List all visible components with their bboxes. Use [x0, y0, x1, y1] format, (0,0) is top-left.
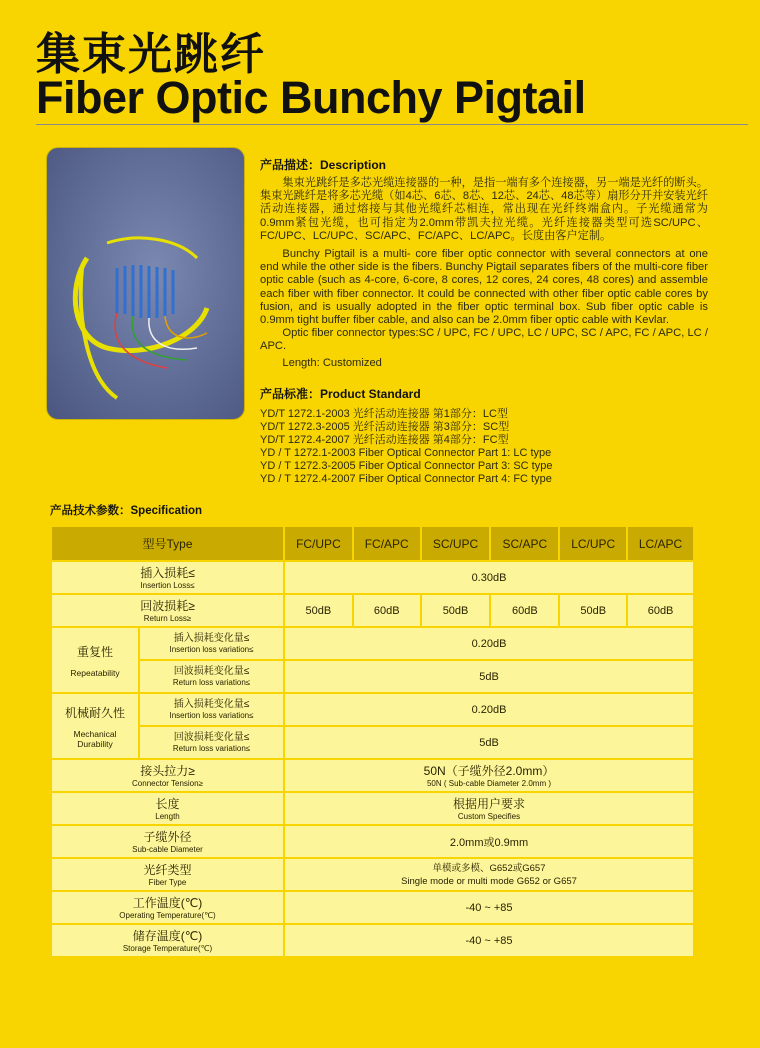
type-header: 型号Type	[52, 527, 283, 560]
description-en: Bunchy Pigtail is a multi- core fiber optic connector with several connectors at one end while the other side is the fibers. Bunchy Pigtail separates fibers of the multi-core fiber optic cable (such as 4-core, 6-core, 8 cores, 12 cores, 24 cores, 48 cores) and assemble each fiber with fiber connector. It could be connected with other fiber optic cable cores by fusion, and is usually adopted in the fiber optic terminal box. Sub fiber optic cable is 0.9mm tight buffer fiber cable, and also can be 2.0mm fiber optic cable with Kevlar.	[260, 248, 708, 327]
length-note: Length: Customized	[282, 356, 382, 369]
description-text	[260, 177, 708, 370]
row-value: 60dB	[491, 595, 558, 626]
type-col: FC/APC	[354, 527, 420, 560]
table-row	[52, 694, 693, 725]
group-label-en: Mechanical	[73, 728, 117, 739]
row-value: 根据用户要求	[452, 797, 525, 811]
description-cn: 集束光跳纤是多芯光缆连接器的一种，是指一端有多个连接器，另一端是光纤的断头。集束光跳纤是将多芯光缆（如4芯、6芯、8芯、12芯、24芯、48芯等）扇形分开并安装光纤活动连接器，通过熔接与其他光缆纤芯相连，常出现在光纤终端盒内。子光缆通常为0.9mm紧包光缆，也可指定为2.0mm带凯夫拉光缆。光纤连接器类型可选SC/UPC、FC/UPC、LC/UPC、SC/APC、FC/APC、LC/APC。长度由客户定制。	[260, 177, 708, 242]
row-label: 接头拉力≥	[140, 764, 195, 778]
spec-heading: 产品技术参数：Specification	[50, 505, 203, 517]
row-label: 长度	[155, 797, 180, 811]
row-value: -40 ~ +85	[285, 892, 693, 923]
row-value: 50dB	[560, 595, 626, 626]
table-row	[52, 595, 693, 626]
row-label-en: Storage Temperature(℃)	[122, 944, 213, 953]
row-value: 50dB	[422, 595, 490, 626]
row-label: 储存温度(℃)	[132, 929, 203, 943]
group-label: 机械耐久性	[64, 705, 125, 720]
type-col: LC/APC	[628, 527, 693, 560]
row-value: 0.30dB	[285, 562, 693, 593]
row-label-en: Return loss variation≤	[172, 677, 251, 687]
group-label: 重复性	[76, 644, 113, 659]
row-label: 回波损耗≥	[140, 599, 195, 613]
row-label-en: Operating Temperature(℃)	[119, 911, 216, 920]
spec-table	[50, 525, 695, 958]
table-row	[52, 859, 693, 890]
standard-heading: 产品标准：Product Standard	[260, 387, 421, 401]
row-label-en: Return Loss≥	[143, 614, 192, 623]
row-label-en: Insertion loss variation≤	[169, 644, 254, 654]
row-label-en: Fiber Type	[148, 878, 187, 887]
group-label-en: Durability	[77, 738, 113, 749]
row-label: 插入损耗≤	[140, 566, 195, 580]
table-row	[52, 892, 693, 923]
row-label-en: Insertion Loss≤	[140, 581, 195, 590]
type-col: FC/UPC	[285, 527, 352, 560]
group-label-en: Repeatability	[70, 667, 120, 678]
row-value: 50dB	[285, 595, 352, 626]
table-row	[52, 661, 693, 692]
standard-item: YD / T 1272.1-2003 Fiber Optical Connector Part 1: LC type	[260, 447, 552, 459]
description-heading: 产品描述：Description	[260, 158, 387, 172]
type-col: SC/UPC	[422, 527, 490, 560]
table-header-row	[52, 527, 693, 560]
type-col: LC/UPC	[560, 527, 626, 560]
table-row	[52, 760, 693, 791]
title-chinese: 集束光跳纤	[36, 29, 266, 80]
row-label: 插入损耗变化量≤	[173, 698, 250, 710]
row-value: -40 ~ +85	[285, 925, 693, 956]
product-photo	[46, 147, 245, 420]
divider	[36, 124, 748, 125]
table-row	[52, 925, 693, 956]
table-row	[52, 562, 693, 593]
standard-item: YD / T 1272.4-2007 Fiber Optical Connector Part 4: FC type	[260, 473, 552, 485]
standard-item: YD / T 1272.3-2005 Fiber Optical Connector Part 3: SC type	[260, 460, 553, 472]
row-label: 工作温度(℃)	[132, 896, 203, 910]
row-value: 单模或多模、G652或G657	[432, 862, 546, 874]
row-value-en: 50N ( Sub-cable Diameter 2.0mm )	[426, 779, 552, 788]
row-label-en: Insertion loss variation≤	[169, 710, 254, 720]
row-value: 0.20dB	[285, 694, 693, 725]
row-value-en: Single mode or multi mode G652 or G657	[401, 875, 577, 887]
connector-types: Optic fiber connector types:SC / UPC, FC / UPC, LC / UPC, SC / APC, FC / APC, LC / APC.	[260, 327, 708, 353]
row-value: 50N（子缆外径2.0mm）	[423, 764, 555, 778]
row-value-en: Custom Specifies	[457, 812, 521, 821]
title-english: Fiber Optic Bunchy Pigtail	[36, 72, 586, 123]
row-label: 回波损耗变化量≤	[173, 731, 250, 743]
table-row	[52, 826, 693, 857]
row-value: 2.0mm或0.9mm	[285, 826, 693, 857]
row-label-en: Length	[155, 812, 180, 821]
row-label-en: Sub-cable Diameter	[132, 845, 203, 854]
row-label: 回波损耗变化量≤	[173, 665, 250, 677]
row-label: 子缆外径	[143, 830, 192, 844]
table-row	[52, 628, 693, 659]
row-value: 60dB	[628, 595, 693, 626]
row-value: 5dB	[285, 661, 693, 692]
table-row	[52, 727, 693, 758]
standard-list	[260, 408, 552, 486]
standard-item: YD/T 1272.4-2007 光纤活动连接器 第4部分：FC型	[260, 434, 509, 446]
row-value: 60dB	[354, 595, 420, 626]
row-value: 0.20dB	[285, 628, 693, 659]
row-label-en: Return loss variation≤	[172, 743, 251, 753]
standard-item: YD/T 1272.3-2005 光纤活动连接器 第3部分：SC型	[260, 421, 510, 433]
row-label: 光纤类型	[143, 863, 192, 877]
table-row	[52, 793, 693, 824]
type-col: SC/APC	[491, 527, 558, 560]
row-label-en: Connector Tension≥	[132, 779, 203, 788]
row-value: 5dB	[285, 727, 693, 758]
standard-item: YD/T 1272.1-2003 光纤活动连接器 第1部分：LC型	[260, 408, 508, 420]
row-label: 插入损耗变化量≤	[173, 632, 250, 644]
